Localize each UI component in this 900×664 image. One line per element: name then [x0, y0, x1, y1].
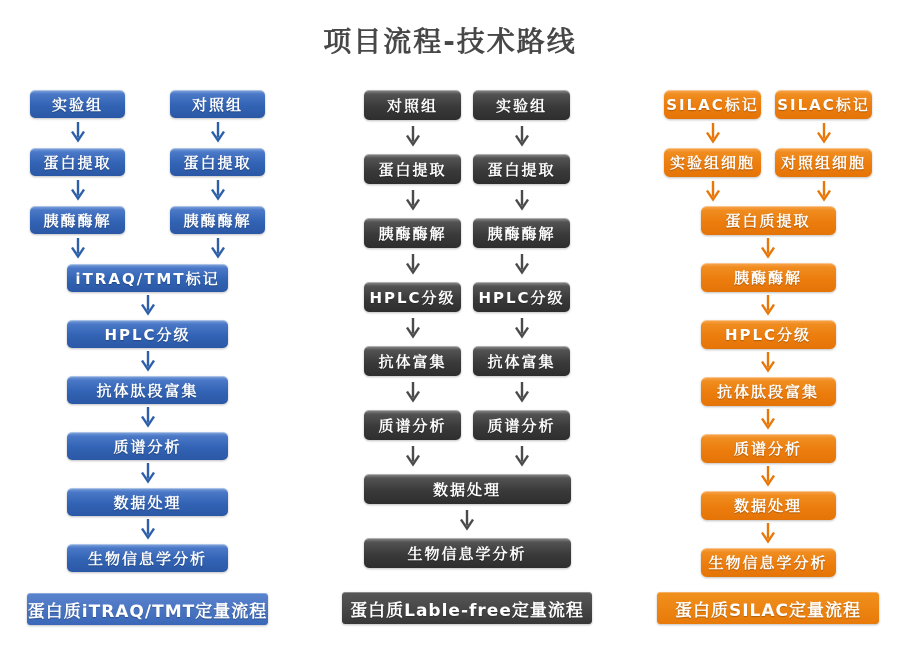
- flow-footer: [342, 592, 592, 624]
- flow-arrow: [816, 119, 832, 148]
- down-arrow-icon: [70, 121, 86, 145]
- flow-step-label: 实验组: [495, 96, 547, 115]
- flow-step-box: [701, 377, 836, 406]
- flow-step-box: [30, 206, 125, 234]
- flow-step-box: [473, 346, 570, 376]
- flow-arrow: [705, 119, 721, 148]
- flow-step-box: [364, 282, 461, 312]
- flow-step-box: [30, 148, 125, 176]
- flow-step-box: [67, 320, 228, 348]
- flow-arrow: [140, 460, 156, 488]
- down-arrow-icon: [760, 465, 776, 489]
- down-arrow-icon: [514, 317, 530, 341]
- flow-step-label: 数据处理: [733, 497, 802, 515]
- flow-step-label: SILAC标记: [777, 96, 870, 114]
- flow-step-box: [67, 376, 228, 404]
- down-arrow-icon: [514, 253, 530, 277]
- flow-arrow: [514, 312, 530, 346]
- flow-step-label: HPLC分级: [724, 326, 812, 344]
- flow-arrow: [760, 292, 776, 320]
- flow-step-box: [170, 90, 265, 118]
- flow-step-box: [364, 538, 571, 568]
- flow-step-label: 质谱分析: [378, 416, 447, 435]
- flow-step-box: [473, 218, 570, 248]
- flow-step-box: [701, 263, 836, 292]
- pair-grid: [364, 90, 570, 474]
- flow-step-label: HPLC分级: [478, 288, 565, 307]
- flow-step-box: [664, 90, 761, 119]
- flow-arrow: [760, 463, 776, 491]
- flow-step-box: [473, 154, 570, 184]
- flow-arrow: [514, 440, 530, 474]
- down-arrow-icon: [705, 122, 721, 146]
- flow-step-label: HPLC分级: [104, 325, 191, 344]
- flow-arrow: [405, 440, 421, 474]
- sub-column: [473, 90, 570, 474]
- flow-step-box: [701, 206, 836, 235]
- sub-column: [30, 90, 125, 264]
- flow-step-box: [364, 154, 461, 184]
- flow-step-label: 抗体肽段富集: [716, 383, 819, 401]
- flow-step-box: [701, 491, 836, 520]
- flow-arrow: [210, 234, 226, 264]
- flow-arrow: [760, 406, 776, 434]
- flow-step-label: 胰酶酶解: [487, 224, 556, 243]
- down-arrow-icon: [705, 180, 721, 204]
- flow-column-silac: [657, 90, 879, 624]
- flow-footer-label: 蛋白质SILAC定量流程: [674, 600, 862, 621]
- flow-footer-label: 蛋白质iTRAQ/TMT定量流程: [27, 601, 268, 622]
- flow-step-label: 实验组细胞: [669, 154, 755, 172]
- flow-arrow: [70, 234, 86, 264]
- flow-step-box: [473, 410, 570, 440]
- sub-column: [364, 90, 461, 474]
- flow-arrow: [405, 184, 421, 218]
- flow-step-box: [775, 90, 872, 119]
- flow-step-label: 生物信息学分析: [708, 554, 828, 572]
- pair-grid: [664, 90, 872, 206]
- down-arrow-icon: [70, 179, 86, 203]
- down-arrow-icon: [405, 125, 421, 149]
- sub-column: [170, 90, 265, 264]
- down-arrow-icon: [760, 237, 776, 261]
- flow-step-label: 抗体富集: [378, 352, 447, 371]
- down-arrow-icon: [459, 509, 475, 533]
- flow-step-label: 蛋白提取: [43, 153, 112, 172]
- down-arrow-icon: [405, 317, 421, 341]
- flow-step-box: [473, 90, 570, 120]
- flow-arrow: [210, 176, 226, 206]
- flow-column-itraq: [27, 90, 268, 625]
- down-arrow-icon: [514, 381, 530, 405]
- down-arrow-icon: [760, 522, 776, 546]
- flow-step-box: [170, 206, 265, 234]
- flow-arrow: [140, 404, 156, 432]
- down-arrow-icon: [210, 237, 226, 261]
- down-arrow-icon: [760, 294, 776, 318]
- flow-step-label: 实验组: [51, 95, 103, 114]
- single-stack: [364, 474, 571, 568]
- flow-step-label: 质谱分析: [487, 416, 556, 435]
- down-arrow-icon: [514, 189, 530, 213]
- flow-step-box: [364, 218, 461, 248]
- flow-step-box: [30, 90, 125, 118]
- flow-arrow: [405, 376, 421, 410]
- flow-step-box: [664, 148, 761, 177]
- flow-step-label: 蛋白提取: [183, 153, 252, 172]
- page-title: 项目流程-技术路线: [323, 25, 577, 58]
- down-arrow-icon: [760, 351, 776, 375]
- flow-arrow: [140, 516, 156, 544]
- flow-arrow: [70, 118, 86, 148]
- flow-step-label: 抗体富集: [487, 352, 556, 371]
- flow-arrow: [405, 248, 421, 282]
- flow-step-label: 蛋白提取: [487, 160, 556, 179]
- down-arrow-icon: [816, 122, 832, 146]
- flow-step-label: 胰酶酶解: [733, 269, 802, 287]
- flow-footer: [657, 592, 879, 624]
- flow-step-box: [364, 410, 461, 440]
- single-stack: [67, 264, 228, 572]
- flow-step-box: [67, 432, 228, 460]
- flow-arrow: [514, 376, 530, 410]
- flow-arrow: [140, 348, 156, 376]
- flow-arrow: [405, 312, 421, 346]
- flow-arrow: [140, 292, 156, 320]
- flow-step-label: 对照组: [191, 95, 243, 114]
- flow-arrow: [459, 504, 475, 538]
- flow-step-label: 数据处理: [432, 480, 501, 499]
- flow-arrow: [760, 235, 776, 263]
- flow-step-label: 质谱分析: [733, 440, 802, 458]
- down-arrow-icon: [760, 408, 776, 432]
- flow-step-label: 胰酶酶解: [378, 224, 447, 243]
- down-arrow-icon: [210, 179, 226, 203]
- flow-step-label: 蛋白质提取: [725, 212, 811, 230]
- flow-arrow: [760, 520, 776, 548]
- flow-step-label: iTRAQ/TMT标记: [75, 269, 220, 288]
- down-arrow-icon: [514, 125, 530, 149]
- flow-arrow: [514, 120, 530, 154]
- flow-step-label: 蛋白提取: [378, 160, 447, 179]
- flow-column-labelfree: [342, 90, 592, 624]
- flow-step-label: HPLC分级: [369, 288, 456, 307]
- down-arrow-icon: [210, 121, 226, 145]
- flow-step-box: [701, 320, 836, 349]
- flow-step-label: 数据处理: [113, 493, 182, 512]
- flow-step-label: 对照组细胞: [780, 154, 866, 172]
- flow-step-box: [170, 148, 265, 176]
- single-stack: [701, 206, 836, 577]
- down-arrow-icon: [140, 518, 156, 542]
- flow-step-box: [364, 346, 461, 376]
- flow-footer: [27, 593, 268, 625]
- pair-grid: [30, 90, 265, 264]
- flow-arrow: [816, 177, 832, 206]
- down-arrow-icon: [405, 445, 421, 469]
- down-arrow-icon: [816, 180, 832, 204]
- down-arrow-icon: [140, 294, 156, 318]
- down-arrow-icon: [514, 445, 530, 469]
- flow-step-box: [364, 90, 461, 120]
- flow-arrow: [514, 248, 530, 282]
- flow-step-box: [364, 474, 571, 504]
- flow-step-label: 抗体肽段富集: [96, 381, 199, 400]
- flow-arrow: [70, 176, 86, 206]
- flow-step-box: [701, 434, 836, 463]
- flow-step-box: [701, 548, 836, 577]
- sub-column: [664, 90, 761, 206]
- flow-step-box: [67, 264, 228, 292]
- down-arrow-icon: [140, 406, 156, 430]
- down-arrow-icon: [405, 253, 421, 277]
- down-arrow-icon: [140, 462, 156, 486]
- flow-step-box: [775, 148, 872, 177]
- flow-step-label: 胰酶酶解: [43, 211, 112, 230]
- flow-step-box: [473, 282, 570, 312]
- flow-step-label: 质谱分析: [113, 437, 182, 456]
- flow-step-box: [67, 544, 228, 572]
- down-arrow-icon: [140, 350, 156, 374]
- down-arrow-icon: [405, 381, 421, 405]
- flow-arrow: [514, 184, 530, 218]
- flow-step-label: SILAC标记: [666, 96, 759, 114]
- sub-column: [775, 90, 872, 206]
- flow-step-label: 对照组: [386, 96, 438, 115]
- flow-step-label: 生物信息学分析: [407, 544, 527, 563]
- down-arrow-icon: [405, 189, 421, 213]
- down-arrow-icon: [70, 237, 86, 261]
- flow-arrow: [760, 349, 776, 377]
- flow-arrow: [705, 177, 721, 206]
- flow-arrow: [405, 120, 421, 154]
- flow-arrow: [210, 118, 226, 148]
- flow-step-label: 生物信息学分析: [87, 549, 207, 568]
- flow-footer-label: 蛋白质Lable-free定量流程: [350, 600, 584, 621]
- flow-step-label: 胰酶酶解: [183, 211, 252, 230]
- flow-step-box: [67, 488, 228, 516]
